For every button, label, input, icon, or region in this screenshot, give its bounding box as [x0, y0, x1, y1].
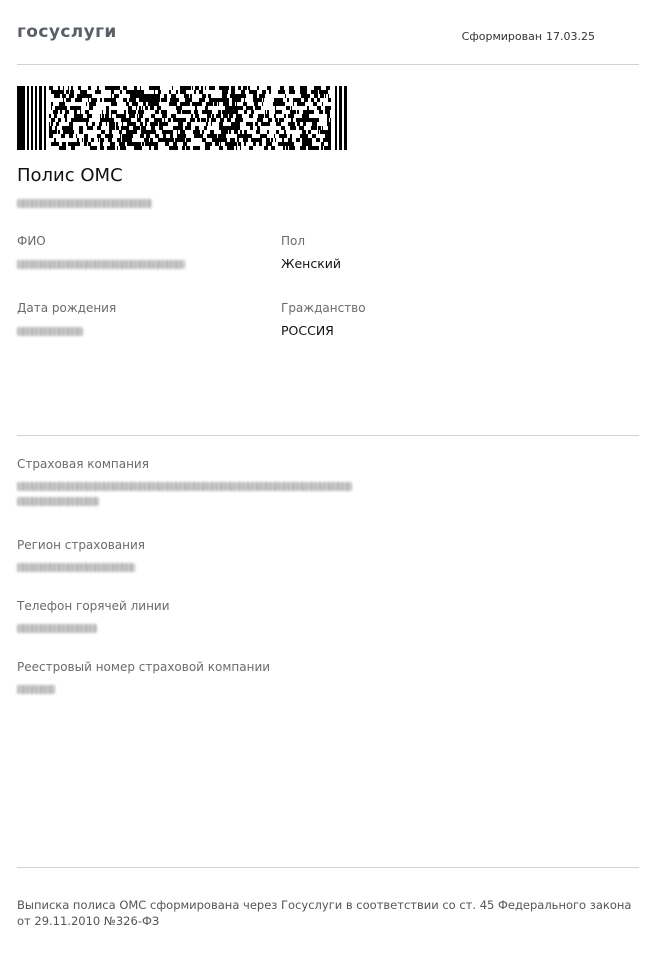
- gender-label: Пол: [281, 234, 306, 248]
- birth-date-label: Дата рождения: [17, 301, 117, 315]
- citizenship-value: РОССИЯ: [281, 323, 334, 338]
- barcode-pdf417-icon: [17, 86, 347, 150]
- insurer-value-redacted-line2: [17, 497, 99, 506]
- region-label: Регион страхования: [17, 538, 146, 552]
- registry-number-value-redacted: [17, 685, 55, 694]
- citizenship-label: Гражданство: [281, 301, 366, 315]
- fio-value-redacted: [17, 260, 185, 269]
- footer-legal-note: Выписка полиса ОМС сформирована через Госуслуги в соответствии со ст. 45 Федерального закона от 29.11.2010 №326-ФЗ: [17, 898, 632, 928]
- insurer-label: Страховая компания: [17, 457, 149, 471]
- hotline-label: Телефон горячей линии: [17, 599, 170, 613]
- insurer-value-redacted-line1: [17, 482, 352, 491]
- region-value-redacted: [17, 563, 135, 572]
- hotline-value-redacted: [17, 624, 97, 633]
- gender-value: Женский: [281, 256, 341, 271]
- generated-date-line: [458, 30, 595, 43]
- header: [17, 22, 639, 46]
- generated-label: Сформирован: [461, 30, 543, 43]
- fio-label: ФИО: [17, 234, 46, 248]
- section-divider: [17, 435, 639, 436]
- registry-number-label: Реестровый номер страховой компании: [17, 660, 271, 674]
- footer-divider: [17, 867, 639, 868]
- gosuslugi-logo[interactable]: госуслуги: [17, 22, 117, 42]
- header-divider: [17, 64, 639, 65]
- generated-date: 17.03.25: [546, 30, 595, 43]
- birth-date-value-redacted: [17, 327, 83, 336]
- document-title: Полис ОМС: [17, 165, 123, 186]
- policy-number-redacted: [17, 199, 152, 208]
